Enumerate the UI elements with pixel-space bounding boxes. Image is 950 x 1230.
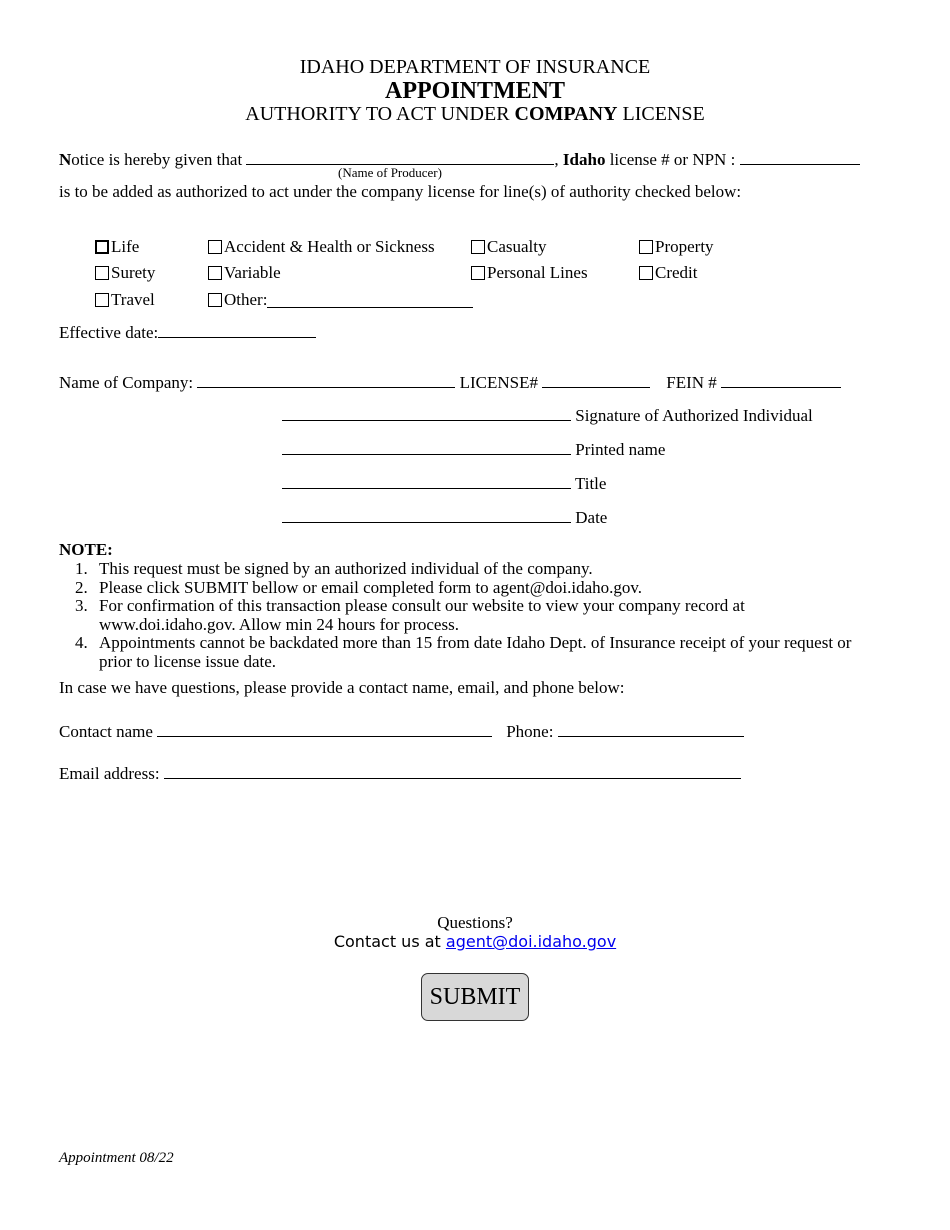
checkbox-other[interactable]: Other:: [208, 290, 473, 310]
note-list: [75, 560, 875, 671]
questions-heading: Questions?: [437, 913, 513, 932]
date-field[interactable]: [282, 507, 571, 523]
signature-row: Signature of Authorized Individual: [282, 405, 813, 426]
company-name-field[interactable]: [197, 372, 455, 388]
checkbox-property[interactable]: Property: [639, 237, 714, 257]
checkbox-box[interactable]: [95, 266, 109, 280]
date-row: Date: [282, 507, 607, 528]
checkbox-box[interactable]: [471, 266, 485, 280]
printed-name-field[interactable]: [282, 439, 571, 455]
checkbox-variable[interactable]: Variable: [208, 263, 281, 283]
checkbox-box[interactable]: [95, 293, 109, 307]
checkbox-life[interactable]: Life: [95, 237, 139, 257]
notice-line-2: is to be added as authorized to act under the company license for line(s) of authority checked below:: [59, 182, 742, 201]
note-item: 4. Appointments cannot be backdated more than 15 from date Idaho Dept. of Insurance receipt of your request or prior to license issue date.: [75, 633, 852, 671]
note-item: 3. For confirmation of this transaction please consult our website to view your company record at www.doi.idaho.gov. Allow min 24 hours for process.: [75, 596, 745, 634]
checkbox-personal-lines[interactable]: Personal Lines: [471, 263, 588, 283]
note-item: 2. Please click SUBMIT bellow or email completed form to agent@doi.idaho.gov.: [75, 577, 643, 597]
title-field[interactable]: [282, 473, 571, 489]
license-npn-field[interactable]: [740, 149, 860, 165]
checkbox-travel[interactable]: Travel: [95, 290, 155, 310]
email-row: Email address:: [59, 763, 741, 784]
checkbox-box[interactable]: [208, 240, 222, 254]
title-row: Title: [282, 473, 606, 494]
checkbox-accident-health[interactable]: Accident & Health or Sickness: [208, 237, 435, 257]
notice-line: Notice is hereby given that , Idaho license # or NPN :: [59, 149, 860, 170]
form-version: Appointment 08/22: [59, 1150, 174, 1166]
checkbox-surety[interactable]: Surety: [95, 263, 155, 283]
checkbox-credit[interactable]: Credit: [639, 263, 698, 283]
checkbox-box[interactable]: [208, 266, 222, 280]
form-subtitle: AUTHORITY TO ACT UNDER COMPANY LICENSE: [245, 103, 705, 125]
company-license-field[interactable]: [542, 372, 650, 388]
effective-date-row: Effective date:: [59, 322, 316, 343]
signature-field[interactable]: [282, 405, 571, 421]
printed-name-row: Printed name: [282, 439, 665, 460]
producer-caption: (Name of Producer): [338, 165, 442, 180]
effective-date-field[interactable]: [158, 322, 316, 338]
checkbox-box[interactable]: [639, 240, 653, 254]
form-title: APPOINTMENT: [385, 78, 565, 104]
contact-prompt: In case we have questions, please provide a contact name, email, and phone below:: [59, 678, 625, 697]
note-item: 1. This request must be signed by an authorized individual of the company.: [75, 559, 593, 578]
email-field[interactable]: [164, 763, 741, 779]
contact-name-field[interactable]: [157, 721, 492, 737]
contact-us-line: Contact us at agent@doi.idaho.gov: [333, 932, 617, 951]
checkbox-box[interactable]: [639, 266, 653, 280]
checkbox-box[interactable]: [95, 240, 109, 254]
submit-button[interactable]: SUBMIT: [421, 973, 529, 1021]
fein-field[interactable]: [721, 372, 841, 388]
note-heading: NOTE:: [59, 540, 113, 559]
contact-email-link[interactable]: agent@doi.idaho.gov: [445, 932, 617, 951]
producer-name-field[interactable]: [246, 149, 554, 165]
contact-row: Contact name Phone:: [59, 721, 744, 742]
checkbox-box[interactable]: [208, 293, 222, 307]
other-field[interactable]: [267, 292, 473, 308]
department-heading: IDAHO DEPARTMENT OF INSURANCE: [299, 56, 651, 78]
checkbox-box[interactable]: [471, 240, 485, 254]
checkbox-casualty[interactable]: Casualty: [471, 237, 547, 257]
company-row: Name of Company: LICENSE# FEIN #: [59, 372, 841, 393]
phone-field[interactable]: [558, 721, 744, 737]
